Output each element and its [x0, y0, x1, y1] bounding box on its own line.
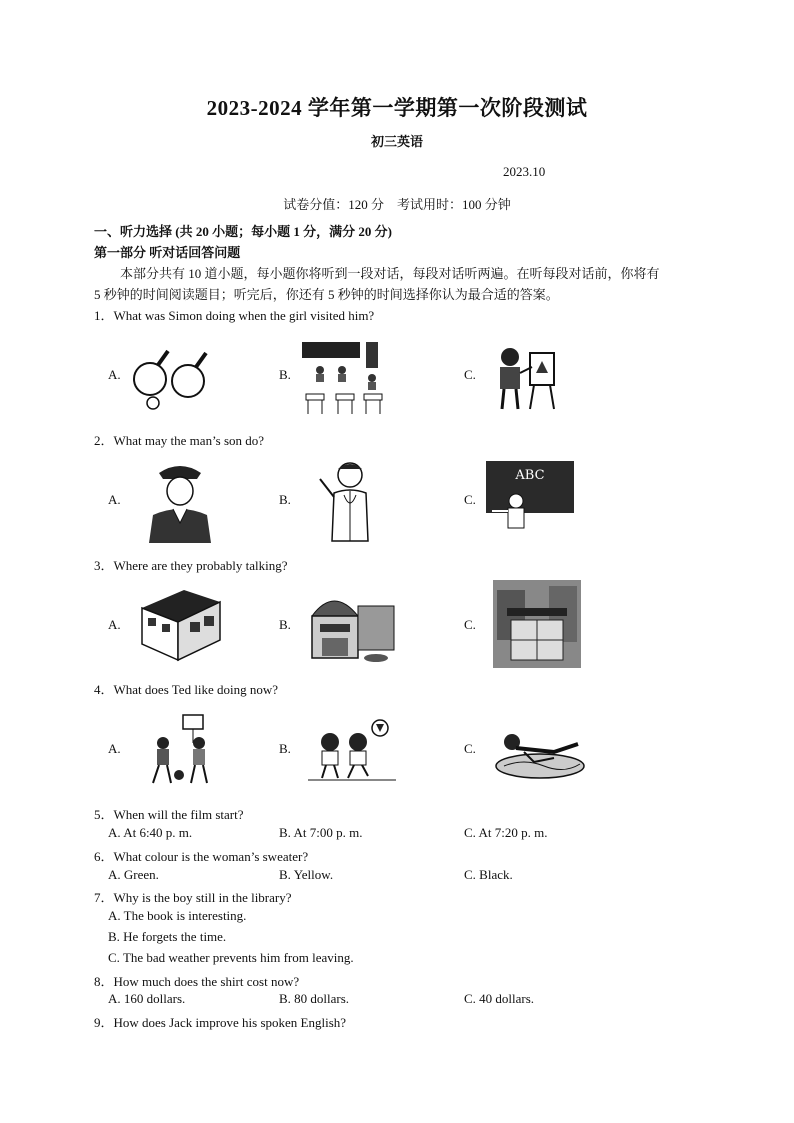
- option-label: B.: [279, 741, 291, 756]
- boy-painting-icon: [490, 343, 560, 413]
- instructions-line-1: 本部分共有 10 道小题，每小题你将听到一段对话，每段对话听两遍。在听每段对话前，你将有: [120, 266, 660, 281]
- question-number: 3．: [94, 558, 114, 573]
- office-building-icon: [493, 580, 581, 668]
- house-icon: [138, 586, 224, 664]
- exam-date: 2023.10: [503, 164, 546, 179]
- question-text: What was Simon doing when the girl visited him?: [113, 308, 375, 323]
- question-number: 2．: [94, 433, 114, 448]
- question-5: [94, 804, 243, 823]
- abc-text: ABC: [515, 468, 545, 483]
- department-store-icon: [308, 586, 396, 666]
- question-9: [94, 1012, 346, 1031]
- question-text: Where are they probably talking?: [113, 558, 288, 573]
- option-label: B.: [279, 367, 291, 382]
- option-label: C.: [464, 741, 476, 756]
- doctor-icon: [312, 457, 386, 543]
- option-b: B. He forgets the time.: [108, 929, 227, 944]
- swimmer-icon: [494, 728, 586, 780]
- question-text: What colour is the woman’s sweater?: [113, 849, 309, 864]
- question-1: [94, 305, 374, 324]
- option-label: A.: [108, 741, 121, 756]
- option-a: A. 160 dollars.: [108, 991, 186, 1006]
- part-heading: 第一部分 听对话回答问题: [94, 245, 241, 260]
- option-c: C. 40 dollars.: [464, 991, 535, 1006]
- option-c: C. At 7:20 p. m.: [464, 825, 548, 840]
- question-number: 8．: [94, 974, 114, 989]
- teacher-icon: [486, 461, 574, 531]
- question-number: 1．: [94, 308, 114, 323]
- classroom-icon: [300, 340, 390, 418]
- question-8: [94, 971, 299, 990]
- option-label: A.: [108, 367, 121, 382]
- option-b: B. Yellow.: [279, 867, 334, 882]
- basketball-players-icon: [145, 713, 221, 787]
- option-c: C. The bad weather prevents him from leaving.: [108, 950, 354, 965]
- option-label: A.: [108, 492, 121, 507]
- question-4: [94, 679, 278, 698]
- question-text: How much does the shirt cost now?: [113, 974, 300, 989]
- instructions-line-2: 5 秒钟的时间阅读题目；听完后，你还有 5 秒钟的时间选择你认为最合适的答案。: [94, 287, 559, 302]
- subject-label: 初三英语: [370, 134, 423, 149]
- ping-pong-paddles-icon: [128, 345, 218, 411]
- question-3: [94, 555, 288, 574]
- exam-meta: 试卷分值：120 分 考试用时：100 分钟: [283, 197, 511, 212]
- soccer-players-icon: [308, 716, 396, 782]
- option-a: A. At 6:40 p. m.: [108, 825, 193, 840]
- question-text: What may the man’s son do?: [113, 433, 265, 448]
- option-a: A. The book is interesting.: [108, 908, 247, 923]
- question-6: [94, 846, 308, 865]
- option-label: A.: [108, 617, 121, 632]
- question-2: [94, 430, 264, 449]
- option-c: C. Black.: [464, 867, 513, 882]
- option-label: C.: [464, 617, 476, 632]
- question-text: Why is the boy still in the library?: [113, 890, 292, 905]
- option-b: B. 80 dollars.: [279, 991, 350, 1006]
- page-title: 2023-2024 学年第一学期第一次阶段测试: [206, 96, 588, 120]
- question-text: How does Jack improve his spoken English?: [113, 1015, 347, 1030]
- option-label: B.: [279, 617, 291, 632]
- option-a: A. Green.: [108, 867, 159, 882]
- question-number: 9．: [94, 1015, 114, 1030]
- question-7: [94, 887, 292, 906]
- question-number: 5．: [94, 807, 114, 822]
- police-officer-icon: [145, 459, 215, 543]
- question-text: What does Ted like doing now?: [113, 682, 279, 697]
- question-number: 4．: [94, 682, 114, 697]
- question-number: 7．: [94, 890, 114, 905]
- option-label: C.: [464, 367, 476, 382]
- question-text: When will the film start?: [113, 807, 244, 822]
- option-b: B. At 7:00 p. m.: [279, 825, 363, 840]
- section-heading: 一、听力选择 (共 20 小题；每小题 1 分，满分 20 分): [94, 224, 392, 239]
- question-number: 6．: [94, 849, 114, 864]
- option-label: C.: [464, 492, 476, 507]
- option-label: B.: [279, 492, 291, 507]
